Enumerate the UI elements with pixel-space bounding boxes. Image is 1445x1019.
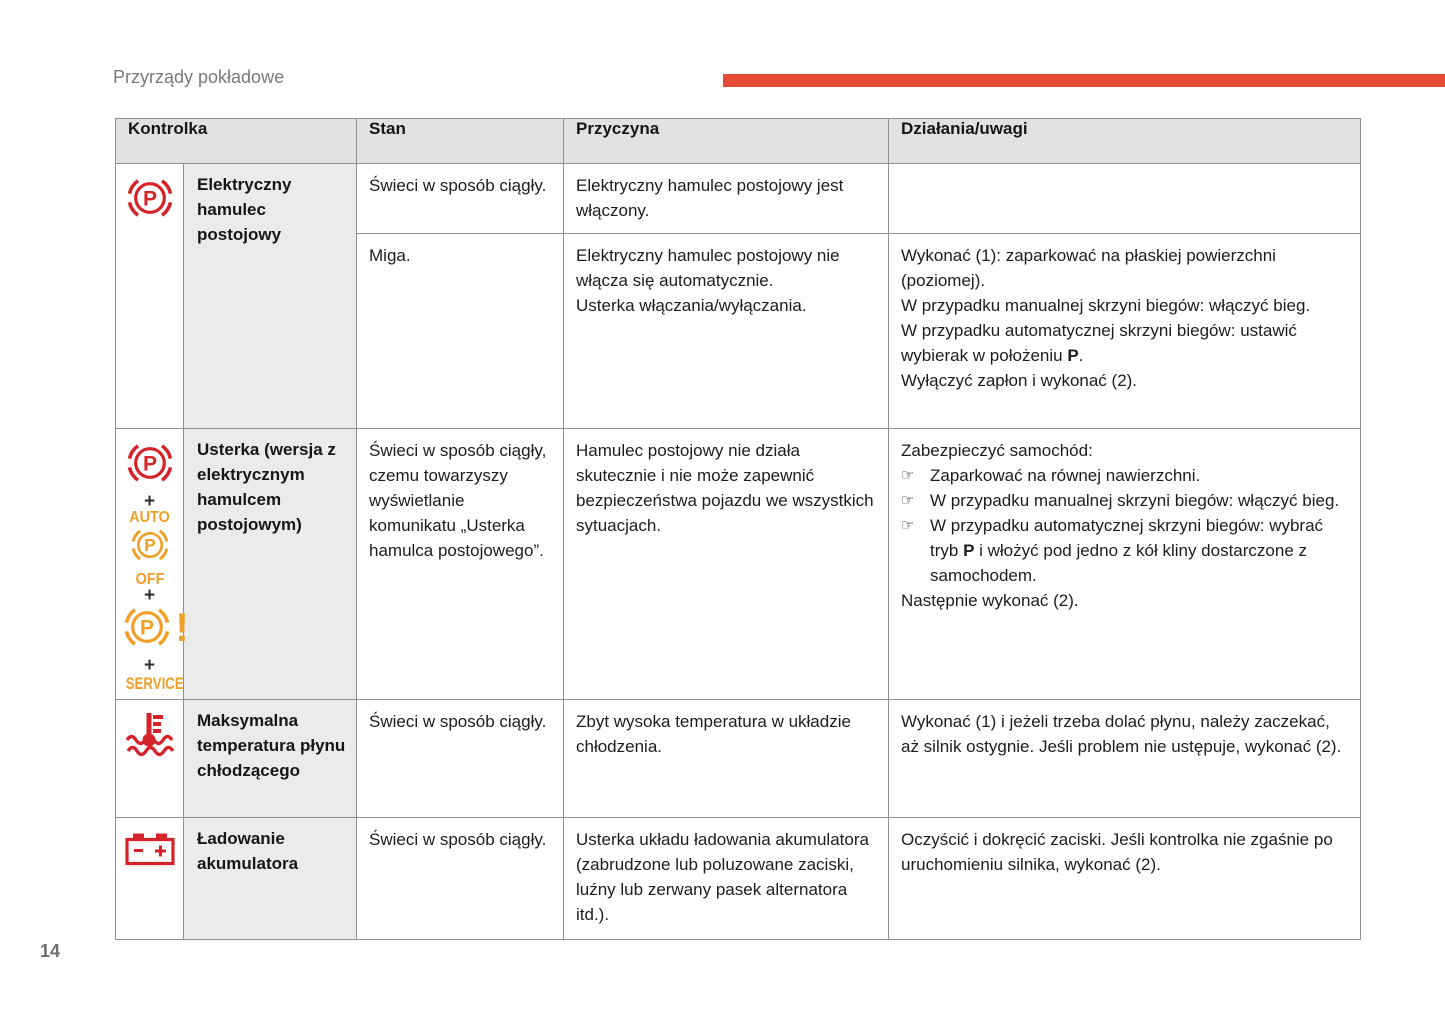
parking-brake-icon <box>119 175 180 228</box>
svg-text:P: P <box>143 535 156 556</box>
column-header-stan: Stan <box>357 119 564 164</box>
state-cell <box>357 429 564 700</box>
paragraph: Wykonać (1): zaparkować na płaskiej powierzchni (poziomej). <box>901 246 1276 290</box>
coolant-temperature-icon <box>119 711 180 764</box>
warning-lights-table <box>115 118 1361 940</box>
paragraph: W przypadku automatycznej skrzyni biegów: ustawić wybierak w położeniu P. <box>901 321 1297 365</box>
parking-brake-glyph <box>127 526 173 571</box>
paragraph: ☞ W przypadku manualnej skrzyni biegów: włączyć bieg. <box>901 488 1350 513</box>
indicator-icon-cell <box>116 700 184 818</box>
indicator-icon-cell <box>116 818 184 940</box>
pointing-hand-icon: ☞ <box>901 467 915 484</box>
table-row <box>116 818 1361 940</box>
state-cell <box>357 164 564 234</box>
paragraph: Świeci w sposób ciągły. <box>369 176 547 195</box>
column-header-przyczyna: Przyczyna <box>564 119 889 164</box>
auto-parking-brake-off-icon <box>119 510 180 587</box>
paragraph: Świeci w sposób ciągły. <box>369 712 547 731</box>
page-number: 14 <box>40 941 61 961</box>
paragraph: ☞ Zaparkować na równej nawierzchni. <box>901 463 1350 488</box>
svg-text:P: P <box>142 452 157 476</box>
indicator-label: Usterka (wersja z elektrycznym hamulcem postojowym) <box>184 429 357 700</box>
parking-brake-icon <box>119 440 180 493</box>
cause-cell <box>564 234 889 429</box>
paragraph: Miga. <box>369 246 411 265</box>
table-row <box>116 164 1361 234</box>
svg-text:P: P <box>142 187 157 211</box>
off-label: OFF <box>135 571 164 588</box>
cause-cell <box>564 429 889 700</box>
cause-cell <box>564 818 889 940</box>
indicator-label: Elektryczny hamulec postojowy <box>184 164 357 429</box>
column-header-kontrolka: Kontrolka <box>116 119 357 164</box>
actions-cell <box>889 818 1361 940</box>
indicator-label: Ładowanie akumulatora <box>184 818 357 940</box>
actions-cell <box>889 700 1361 818</box>
paragraph: Wyłączyć zapłon i wykonać (2). <box>901 371 1138 390</box>
paragraph: Zabezpieczyć samochód: <box>901 441 1093 460</box>
paragraph: Hamulec postojowy nie działa skutecznie i nie może zapewnić bezpieczeństwa pojazdu we wszystkich sytuacjach. <box>576 441 874 535</box>
paragraph: Świeci w sposób ciągły, czemu towarzyszy wyświetlanie komunikatu „Usterka hamulca postojowego”. <box>369 441 547 560</box>
svg-text:P: P <box>139 616 155 640</box>
cause-cell <box>564 700 889 818</box>
svg-text:!: ! <box>175 606 189 650</box>
pointing-hand-icon: ☞ <box>901 517 915 534</box>
table-header-row <box>116 119 1361 164</box>
paragraph: ☞ W przypadku automatycznej skrzyni biegów: wybrać tryb P i włożyć pod jedno z kół kliny dostarczone z samochodem. <box>901 513 1350 588</box>
parking-brake-fault-icon <box>119 604 189 657</box>
plus-separator: + <box>143 491 156 512</box>
plus-separator: + <box>143 655 156 676</box>
plus-separator: + <box>143 585 156 606</box>
paragraph: Świeci w sposób ciągły. <box>369 830 547 849</box>
page-title: Przyrządy pokładowe <box>113 67 285 87</box>
indicator-icon-cell <box>116 429 189 700</box>
paragraph: Usterka włączania/wyłączania. <box>576 296 807 315</box>
actions-cell <box>889 429 1361 700</box>
state-cell <box>357 700 564 818</box>
table-row <box>116 429 1361 700</box>
paragraph: Elektryczny hamulec postojowy jest włączony. <box>576 176 844 220</box>
paragraph: Następnie wykonać (2). <box>901 591 1079 610</box>
actions-cell <box>889 234 1361 429</box>
column-header-dzialania: Działania/uwagi <box>889 119 1361 164</box>
state-cell <box>357 818 564 940</box>
battery-charge-icon <box>119 829 180 876</box>
table-row <box>116 700 1361 818</box>
paragraph: Zbyt wysoka temperatura w układzie chłodzenia. <box>576 712 851 756</box>
paragraph: Wykonać (1) i jeżeli trzeba dolać płynu, należy zaczekać, aż silnik ostygnie. Jeśli problem nie ustępuje, wykonać (2). <box>901 712 1342 756</box>
paragraph: Elektryczny hamulec postojowy nie włącza się automatycznie. <box>576 246 840 290</box>
paragraph: Usterka układu ładowania akumulatora (zabrudzone lub poluzowane zaciski, luźny lub zerwany pasek alternatora itd.). <box>576 830 869 924</box>
service-indicator-icon: SERVICE <box>125 674 184 693</box>
paragraph: Oczyścić i dokręcić zaciski. Jeśli kontrolka nie zgaśnie po uruchomieniu silnika, wykonać (2). <box>901 830 1333 874</box>
state-cell <box>357 234 564 429</box>
cause-cell <box>564 164 889 234</box>
actions-cell <box>889 164 1361 234</box>
auto-label: AUTO <box>129 509 170 526</box>
paragraph: W przypadku manualnej skrzyni biegów: włączyć bieg. <box>901 296 1311 315</box>
indicator-icon-cell <box>116 164 184 429</box>
pointing-hand-icon: ☞ <box>901 492 915 509</box>
accent-bar <box>723 74 1445 87</box>
indicator-label: Maksymalna temperatura płynu chłodzącego <box>184 700 357 818</box>
